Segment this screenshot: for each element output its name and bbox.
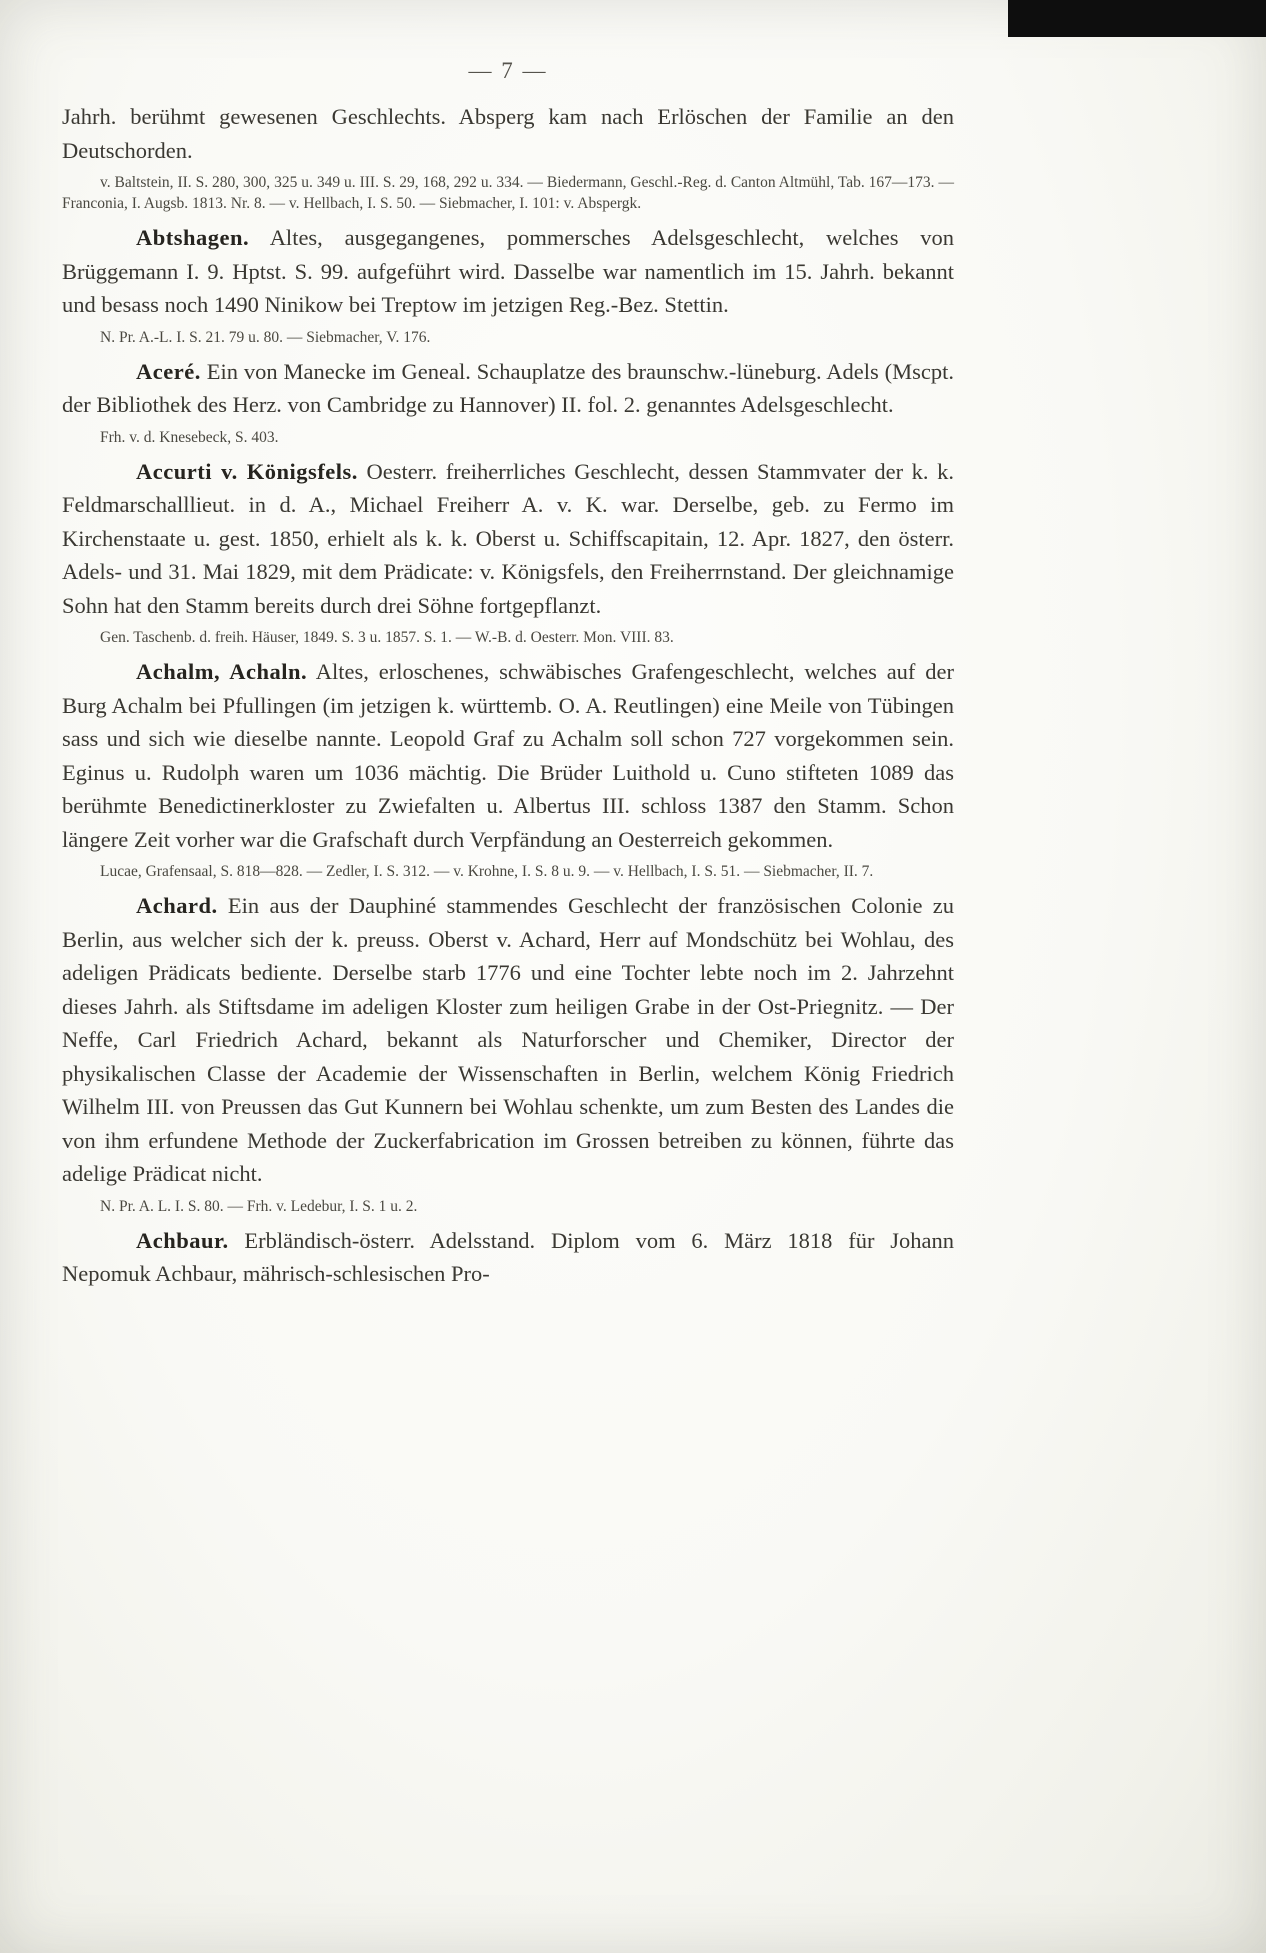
paragraph-text: Altes, erloschenes, schwäbisches Grafengeschlecht, welches auf der Burg Achalm bei Pfullingen (im jetzigen k. württemb. O. A. Reutlingen) eine Meile von Tübingen sass und sich wie dieselbe nannte. Leopold Graf zu Achalm soll schon 727 vorgekommen sein. Eginus u. Rudolph waren um 1036 mächtig. Die Brüder Luithold u. Cuno stifteten 1089 das berühmte Benedictinerkloster zu Zwiefalten u. Albertus III. schloss 1387 den Stamm. Schon längere Zeit vorher war die Grafschaft durch Verpfändung an Oesterreich gekommen. bbox=[62, 659, 955, 852]
entry-paragraph-achard bbox=[62, 889, 954, 1191]
entry-headword: Aceré. bbox=[136, 358, 201, 384]
page-number bbox=[62, 58, 954, 84]
citation-paragraph bbox=[62, 1196, 954, 1217]
paragraph-text: Jahrh. berühmt gewesenen Geschlechts. Absperg kam nach Erlöschen der Familie an den Deutschorden. bbox=[62, 104, 954, 163]
body-paragraph bbox=[62, 100, 954, 167]
citation-paragraph bbox=[62, 627, 954, 648]
paragraph-text: Ein aus der Dauphiné stammendes Geschlecht der französischen Colonie zu Berlin, aus welcher sich der k. preuss. Oberst v. Achard, Herr auf Mondschütz bei Wohlau, des adeligen Prädicats bediente. Derselbe starb 1776 und eine Tochter lebte noch im 2. Jahrzehnt dieses Jahrh. als Stiftsdame im adeligen Kloster zum heiligen Grabe in der Ost-Priegnitz. — Der Neffe, Carl Friedrich Achard, bekannt als Naturforscher und Chemiker, Director der physikalischen Classe der Academie der Wissenschaften in Berlin, welchem König Friedrich Wilhelm III. von Preussen das Gut Kunnern bei Wohlau schenkte, um zum Besten des Landes die von ihm erfundene Methode der Zuckerfabrication im Grossen betreiben zu können, führte das adelige Prädicat nicht. bbox=[62, 893, 955, 1186]
entry-paragraph-abtshagen bbox=[62, 221, 954, 322]
citation-text: v. Baltstein, II. S. 280, 300, 325 u. 349 u. III. S. 29, 168, 292 u. 334. — Biedermann, Geschl.-Reg. d. Canton Altmühl, Tab. 167—173. — Franconia, I. Augsb. 1813. Nr. 8. — v. Hellbach, I. S. 50. — Siebmacher, I. 101: v. Abspergk. bbox=[62, 174, 954, 212]
entry-paragraph-achbaur bbox=[62, 1224, 954, 1291]
citation-text: Gen. Taschenb. d. freih. Häuser, 1849. S. 3 u. 1857. S. 1. — W.-B. d. Oesterr. Mon. VIII. 83. bbox=[100, 629, 674, 646]
paragraph-text: Altes, ausgegangenes, pommersches Adelsgeschlecht, welches von Brüggemann I. 9. Hptst. S. 99. aufgeführt wird. Dasselbe war namentlich im 15. Jahrh. bekannt und besass noch 1490 Ninikow bei Treptow im jetzigen Reg.-Bez. Stettin. bbox=[62, 225, 954, 317]
entry-headword: Achbaur. bbox=[136, 1227, 229, 1253]
entry-headword: Accurti v. Königsfels. bbox=[136, 458, 358, 484]
scan-artifact-black-bar bbox=[1008, 0, 1266, 37]
text-column bbox=[62, 100, 954, 1291]
citation-text: Frh. v. d. Knesebeck, S. 403. bbox=[100, 428, 279, 446]
entry-paragraph-acere bbox=[62, 355, 954, 422]
citation-text: N. Pr. A.-L. I. S. 21. 79 u. 80. — Siebmacher, V. 176. bbox=[100, 328, 431, 346]
paragraph-text: Oesterr. freiherrliches Geschlecht, dessen Stammvater der k. k. Feldmarschalllieut. in d. A., Michael Freiherr A. v. K. war. Derselbe, geb. zu Fermo im Kirchenstaate u. gest. 1850, erhielt als k. k. Oberst u. Schiffscapitain, 12. Apr. 1827, den österr. Adels- und 31. Mai 1829, mit dem Prädicate: v. Königsfels, den Freiherrnstand. Der gleichnamige Sohn hat den Stamm bereits durch drei Söhne fortgepflanzt. bbox=[62, 458, 955, 618]
page-number-text: — 7 — bbox=[468, 58, 548, 83]
paragraph-text: Erbländisch-österr. Adelsstand. Diplom vom 6. März 1818 für Johann Nepomuk Achbaur, mährisch-schlesischen Pro- bbox=[62, 1227, 954, 1286]
citation-paragraph bbox=[62, 861, 954, 882]
citation-paragraph bbox=[62, 427, 954, 448]
entry-headword: Achard. bbox=[136, 893, 218, 918]
entry-paragraph-achalm bbox=[62, 655, 954, 856]
entry-paragraph-accurti bbox=[62, 455, 954, 623]
paragraph-text: Ein von Manecke im Geneal. Schauplatze des braunschw.-lüneburg. Adels (Mscpt. der Bibliothek des Herz. von Cambridge zu Hannover) II. fol. 2. genanntes Adelsgeschlecht. bbox=[62, 358, 955, 417]
entry-headword: Achalm, Achaln. bbox=[136, 659, 308, 684]
citation-text: Lucae, Grafensaal, S. 818—828. — Zedler, I. S. 312. — v. Krohne, I. S. 8 u. 9. — v. Hellbach, I. S. 51. — Siebmacher, II. 7. bbox=[100, 863, 874, 880]
citation-paragraph bbox=[62, 327, 954, 348]
entry-headword: Abtshagen. bbox=[136, 225, 250, 250]
citation-text: N. Pr. A. L. I. S. 80. — Frh. v. Ledebur, I. S. 1 u. 2. bbox=[100, 1197, 418, 1215]
citation-paragraph bbox=[62, 172, 954, 214]
